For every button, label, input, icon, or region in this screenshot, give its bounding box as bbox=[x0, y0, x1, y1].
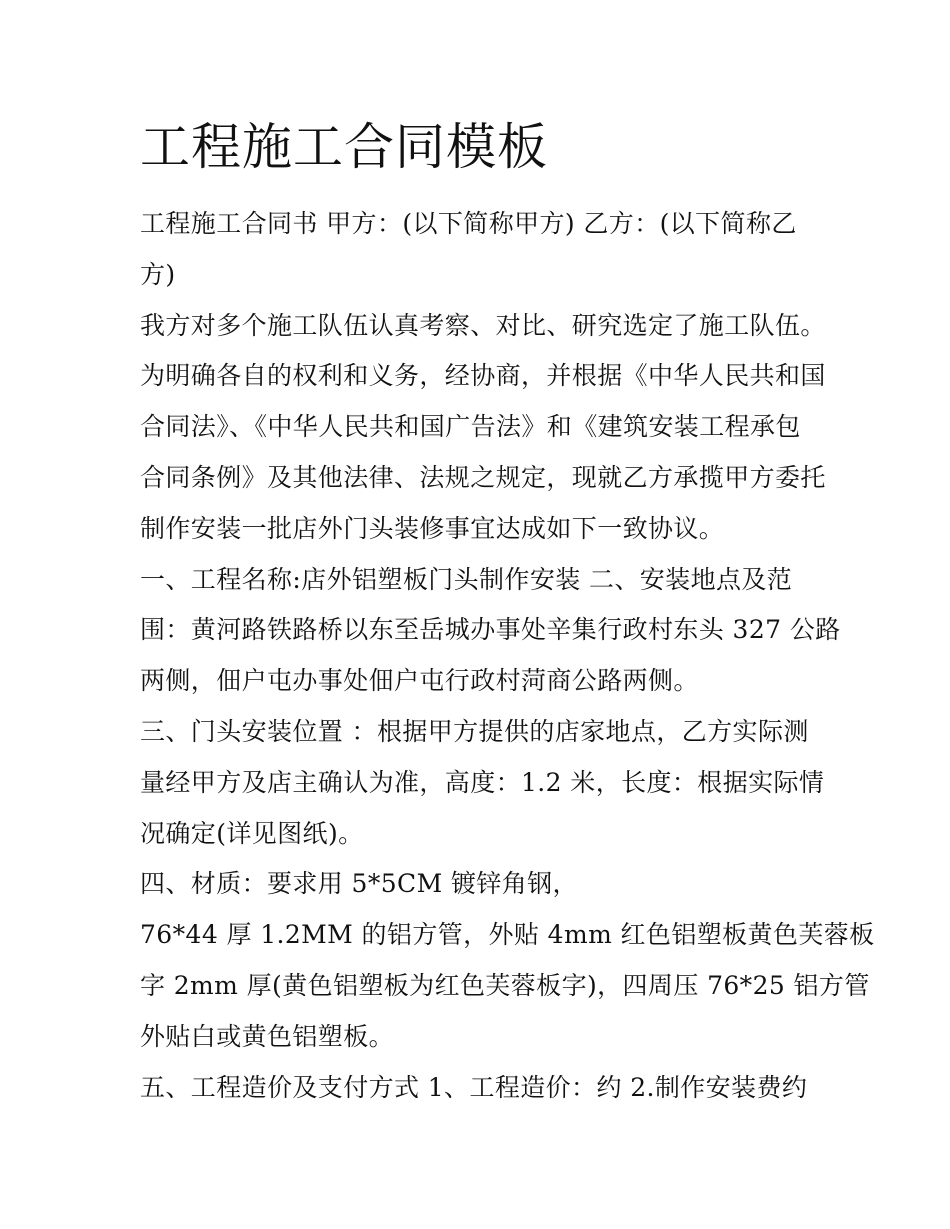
text-line: 制作安装一批店外门头装修事宜达成如下一致协议。 bbox=[140, 513, 725, 543]
text-line: 四、材质：要求用 5*5CM 镀锌角钢， bbox=[140, 869, 578, 899]
text-line: 围：黄河路铁路桥以东至岳城办事处辛集行政村东头 327 公路 bbox=[140, 615, 841, 645]
text-line: 方) bbox=[140, 259, 176, 289]
text-line: 合同条例》及其他法律、法规之规定，现就乙方承揽甲方委托 bbox=[140, 462, 826, 492]
document-title: 工程施工合同模板 bbox=[140, 118, 548, 176]
text-line: 一、工程名称:店外铝塑板门头制作安装 二、安装地点及范 bbox=[140, 564, 793, 594]
text-line: 三、门头安装位置 ：根据甲方提供的店家地点，乙方实际测 bbox=[140, 716, 809, 746]
text-line: 况确定(详见图纸)。 bbox=[140, 818, 364, 848]
text-line: 工程施工合同书 甲方：(以下简称甲方) 乙方：(以下简称乙 bbox=[140, 209, 797, 238]
text-line: 为明确各自的权利和义务，经协商，并根据《中华人民共和国 bbox=[140, 361, 826, 391]
text-line: 我方对多个施工队伍认真考察、对比、研究选定了施工队伍。 bbox=[140, 310, 826, 340]
text-line: 五、工程造价及支付方式 1、工程造价：约 2.制作安装费约 bbox=[140, 1072, 808, 1102]
text-line: 量经甲方及店主确认为准，高度：1.2 米，长度：根据实际情 bbox=[140, 767, 825, 797]
text-line: 两侧，佃户屯办事处佃户屯行政村菏商公路两侧。 bbox=[140, 666, 699, 696]
document-body bbox=[140, 199, 875, 1113]
text-line: 76*44 厚 1.2MM 的铝方管，外贴 4mm 红色铝塑板黄色芙蓉板 bbox=[140, 920, 875, 950]
text-line: 外贴白或黄色铝塑板。 bbox=[140, 1021, 395, 1051]
text-line: 合同法》、《中华人民共和国广告法》和《建筑安装工程承包 bbox=[140, 412, 801, 442]
text-line: 字 2mm 厚(黄色铝塑板为红色芙蓉板字)，四周压 76*25 铝方管 bbox=[140, 970, 870, 1000]
